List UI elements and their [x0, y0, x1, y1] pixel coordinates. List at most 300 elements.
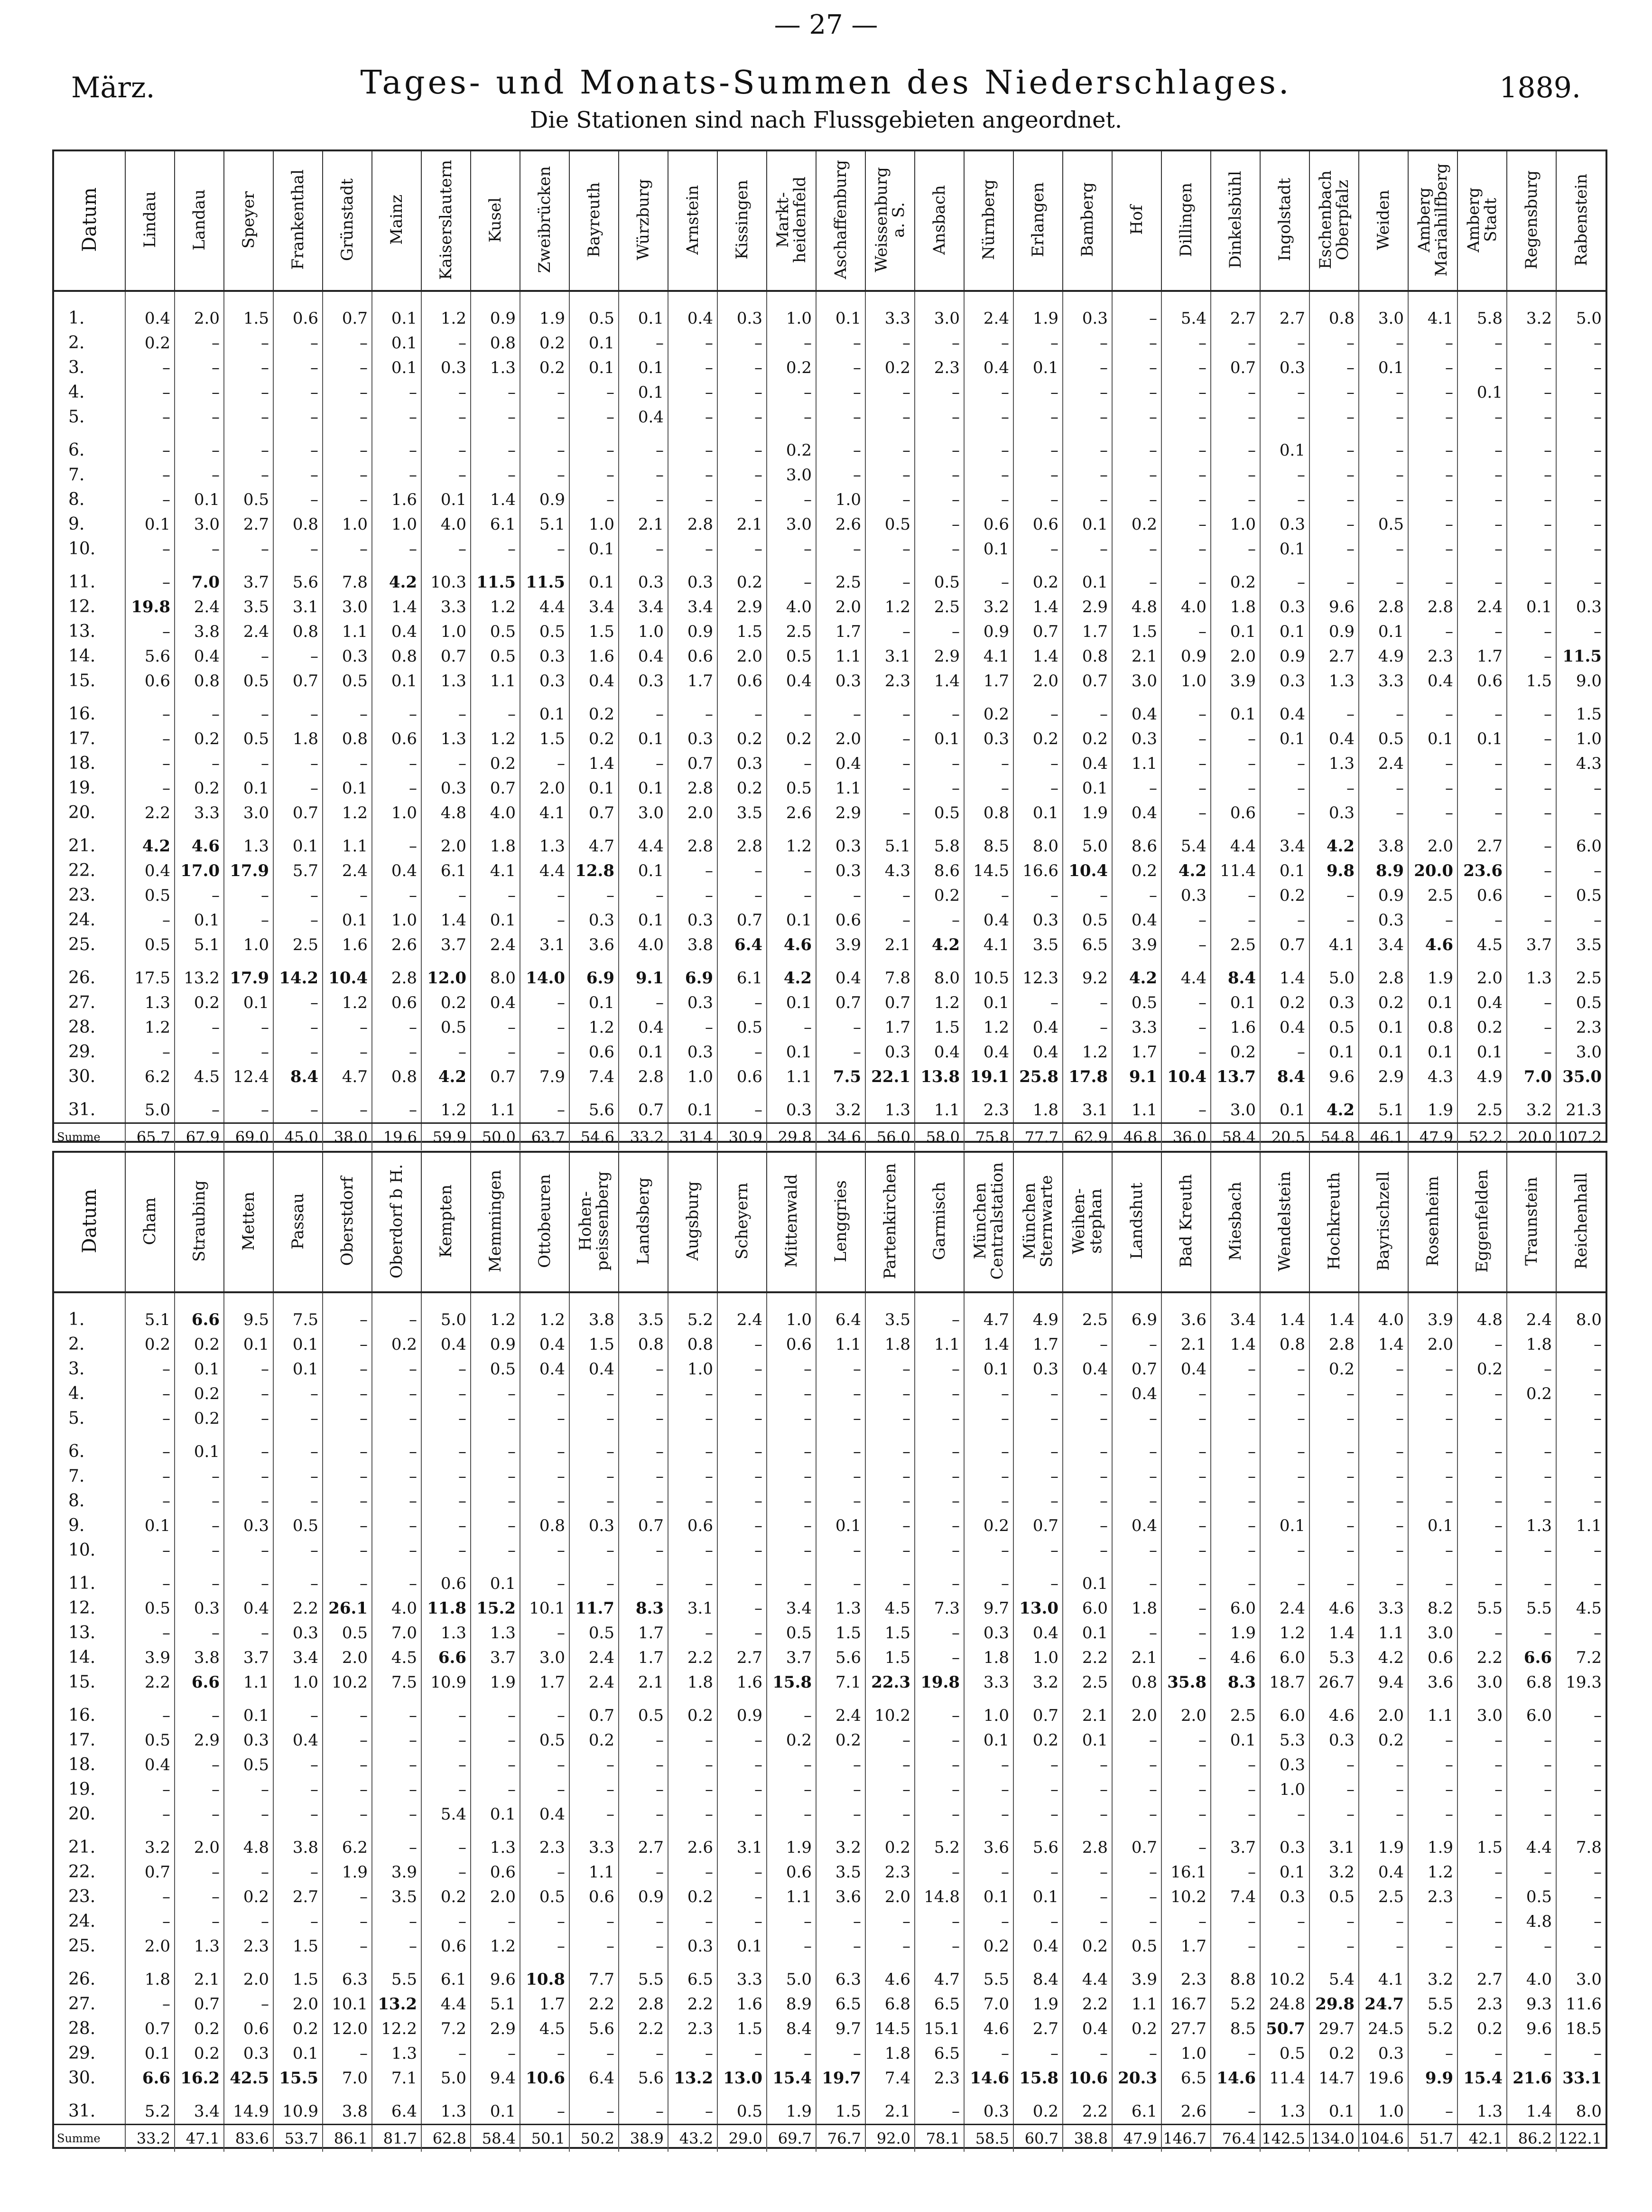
precip-value: –	[767, 570, 816, 595]
precip-value: 3.6	[1408, 1670, 1457, 1695]
precip-value: –	[1594, 1731, 1602, 1750]
precip-value: –	[471, 463, 520, 487]
precip-value: 0.7	[323, 306, 372, 331]
precip-value: 3.9	[1112, 933, 1161, 957]
precip-value: 9.6	[1507, 2016, 1556, 2041]
precip-value: 0.6	[372, 990, 421, 1015]
precip-value: –	[520, 883, 569, 908]
precip-value: 4.1	[1408, 306, 1457, 331]
precip-value: 2.5	[273, 933, 323, 957]
precip-value: –	[717, 537, 767, 561]
precip-value: 0.1	[717, 1934, 767, 1959]
precip-value: –	[1457, 1934, 1507, 1959]
precip-value: 1.8	[668, 1670, 717, 1695]
precip-value: 13.7	[1211, 1064, 1260, 1089]
precip-value: 3.2	[1408, 1967, 1457, 1992]
precip-value: 2.7	[1211, 306, 1260, 331]
precip-value: 1.0	[1211, 512, 1260, 537]
precip-value: 2.8	[1359, 966, 1408, 990]
precip-value: 1.4	[421, 908, 471, 933]
precip-value: –	[273, 1538, 323, 1563]
precip-value: 0.2	[125, 331, 175, 355]
precip-value: 2.3	[915, 2066, 964, 2091]
precip-value: 0.1	[619, 306, 668, 331]
precip-value: 1.0	[1161, 2041, 1211, 2066]
day-label: 10.	[54, 537, 125, 561]
precip-value: 3.7	[421, 933, 471, 957]
precip-value: –	[323, 883, 372, 908]
precip-value: 0.3	[964, 2099, 1013, 2125]
precip-value: 0.2	[175, 776, 224, 801]
monthly-sum: 20.5	[1260, 1123, 1309, 1151]
precip-value: –	[1161, 727, 1211, 751]
precip-value: 0.3	[569, 908, 619, 933]
precip-value: –	[1112, 570, 1161, 595]
precip-value: 9.6	[1309, 595, 1359, 619]
precip-value: 2.5	[1457, 1098, 1507, 1123]
precip-value: –	[865, 1513, 915, 1538]
precip-value: 5.1	[175, 933, 224, 957]
monthly-sum: 50.2	[569, 2125, 619, 2152]
precip-value: 1.0	[224, 933, 273, 957]
station-name: Partenkirchen	[881, 1163, 900, 1279]
precip-value: 3.9	[1408, 1307, 1457, 1332]
precip-value: –	[1507, 834, 1556, 859]
precip-value: –	[816, 537, 865, 561]
precip-value: 0.7	[471, 1064, 520, 1089]
precip-value: 2.0	[273, 1992, 323, 2016]
precip-value: 3.8	[323, 2099, 372, 2125]
precip-value: –	[1211, 1753, 1260, 1777]
precip-value: 3.5	[1576, 935, 1602, 954]
precip-value: 3.8	[569, 1307, 619, 1332]
precip-value: –	[1063, 438, 1112, 463]
precip-value: 0.6	[668, 644, 717, 669]
precip-value: –	[1359, 438, 1408, 463]
precip-value: 1.9	[1211, 1621, 1260, 1645]
precip-value: 1.7	[1063, 619, 1112, 644]
precip-value: –	[421, 1703, 471, 1728]
precip-value: –	[717, 702, 767, 727]
precip-value: –	[372, 1040, 421, 1064]
precip-value: 13.2	[175, 966, 224, 990]
precip-value: –	[175, 751, 224, 776]
precip-value: 3.0	[767, 512, 816, 537]
precip-value: –	[717, 1332, 767, 1357]
precip-value: 5.6	[1013, 1835, 1063, 1860]
precip-value: 1.7	[520, 1992, 569, 2016]
precip-value: 6.4	[372, 2099, 421, 2125]
precip-value: –	[224, 1357, 273, 1381]
monthly-sum: 59.9	[421, 1123, 471, 1151]
precip-value: 13.0	[1013, 1596, 1063, 1621]
precip-value: 0.3	[1260, 512, 1309, 537]
precip-value: 0.4	[1112, 908, 1161, 933]
precip-value: –	[1063, 1538, 1112, 1563]
precip-value: –	[619, 1753, 668, 1777]
precip-value: –	[1112, 1802, 1161, 1827]
precip-value: 0.1	[1408, 727, 1457, 751]
precip-value: –	[619, 2099, 668, 2125]
precip-value: –	[1457, 908, 1507, 933]
precip-value: 0.3	[520, 644, 569, 669]
precip-value: 1.5	[569, 619, 619, 644]
precip-value: 2.4	[964, 306, 1013, 331]
day-row	[54, 1621, 1606, 1645]
precip-value: 0.2	[1260, 883, 1309, 908]
precip-value: –	[421, 1464, 471, 1489]
precip-value: –	[1063, 702, 1112, 727]
monthly-sum: 146.7	[1161, 2125, 1211, 2152]
precip-value: –	[1457, 776, 1507, 801]
precip-value: 0.1	[1359, 1015, 1408, 1040]
precip-value: 0.1	[1211, 619, 1260, 644]
precip-value: –	[964, 1381, 1013, 1406]
precip-value: 1.1	[1359, 1621, 1408, 1645]
precip-value: 3.1	[717, 1835, 767, 1860]
precip-value: 0.6	[224, 2016, 273, 2041]
precip-value: 1.1	[816, 776, 865, 801]
precip-value: –	[125, 1381, 175, 1406]
precip-value: –	[767, 1934, 816, 1959]
precip-value: –	[125, 570, 175, 595]
precip-value: 4.6	[1309, 1596, 1359, 1621]
precip-value: –	[323, 1802, 372, 1827]
precip-value: –	[1457, 570, 1507, 595]
station-name: Zweibrücken	[535, 166, 554, 273]
precip-value: –	[1161, 1015, 1211, 1040]
precip-value: –	[323, 1703, 372, 1728]
precip-value: 3.6	[816, 1885, 865, 1909]
precip-value: –	[865, 463, 915, 487]
day-row	[54, 834, 1606, 859]
precip-value: 1.2	[471, 595, 520, 619]
station-name: Dillingen	[1177, 182, 1196, 257]
precip-value: –	[323, 1381, 372, 1406]
day-label: 1.	[54, 306, 125, 331]
day-row	[54, 644, 1606, 669]
monthly-sum: 45.0	[273, 1123, 323, 1151]
precip-value: –	[421, 702, 471, 727]
precip-value: 0.5	[767, 776, 816, 801]
precip-value: –	[717, 1439, 767, 1464]
precip-value: 0.3	[323, 644, 372, 669]
precip-value: 0.2	[175, 2041, 224, 2066]
precip-value: 0.5	[717, 1015, 767, 1040]
day-row	[54, 702, 1606, 727]
precip-value: –	[175, 1571, 224, 1596]
station-header	[569, 151, 619, 291]
precip-value: 6.2	[323, 1835, 372, 1860]
precip-value: 1.0	[1161, 669, 1211, 693]
precip-value: –	[1507, 331, 1556, 355]
precip-value: –	[1161, 355, 1211, 380]
precip-value: 4.2	[1309, 834, 1359, 859]
precip-value: –	[125, 355, 175, 380]
precip-value: –	[1594, 408, 1602, 427]
precip-value: 15.1	[915, 2016, 964, 2041]
precip-value: 5.0	[421, 1307, 471, 1332]
precip-value: 0.7	[471, 776, 520, 801]
precip-value: –	[421, 1753, 471, 1777]
precip-value: –	[915, 1753, 964, 1777]
station-header	[964, 1153, 1013, 1292]
precip-value: 2.0	[175, 306, 224, 331]
precip-value: 6.6	[175, 1670, 224, 1695]
precip-value: –	[1408, 405, 1457, 429]
precip-value: 4.9	[1457, 1064, 1507, 1089]
precip-value: 19.8	[915, 1670, 964, 1695]
precip-value: –	[224, 1909, 273, 1934]
station-name: München Centralstation	[971, 1162, 1007, 1280]
monthly-sum: 38.9	[619, 2125, 668, 2152]
precip-value: 4.4	[1211, 834, 1260, 859]
precip-value: 10.2	[1161, 1885, 1211, 1909]
precip-value: –	[619, 1571, 668, 1596]
precip-value: 3.3	[1359, 1596, 1408, 1621]
day-label: 3.	[54, 355, 125, 380]
precip-value: 2.9	[915, 644, 964, 669]
precip-value: 2.9	[816, 801, 865, 825]
precip-value: –	[1594, 622, 1602, 641]
precip-value: 1.4	[964, 1332, 1013, 1357]
precip-value: –	[717, 1777, 767, 1802]
precip-value: –	[323, 1489, 372, 1513]
precip-value: 8.0	[1576, 1310, 1602, 1329]
precip-value: 2.3	[1408, 644, 1457, 669]
precip-value: –	[1507, 1406, 1556, 1431]
precip-value: 1.9	[1359, 1835, 1408, 1860]
precip-value: 6.5	[915, 1992, 964, 2016]
precip-value: 0.7	[175, 1992, 224, 2016]
precip-value: –	[323, 1885, 372, 1909]
precip-value: 4.2	[915, 933, 964, 957]
day-label: 31.	[54, 1098, 125, 1123]
precip-value: 0.4	[1013, 1040, 1063, 1064]
day-row	[54, 463, 1606, 487]
precip-value: –	[520, 1703, 569, 1728]
precip-value: 24.5	[1359, 2016, 1408, 2041]
precip-value: 3.3	[1359, 669, 1408, 693]
precip-value: 3.6	[964, 1835, 1013, 1860]
precip-value: –	[273, 1381, 323, 1406]
precip-value: 0.5	[471, 644, 520, 669]
precip-value: 0.8	[668, 1332, 717, 1357]
precip-value: –	[1408, 702, 1457, 727]
precip-value: –	[1161, 380, 1211, 405]
precip-value: –	[1112, 380, 1161, 405]
day-label: 5.	[54, 1406, 125, 1431]
precip-value: 2.2	[1063, 1645, 1112, 1670]
precip-value: 2.8	[619, 1064, 668, 1089]
station-header	[865, 151, 915, 291]
precip-value: –	[1211, 1909, 1260, 1934]
precip-value: 0.4	[421, 1332, 471, 1357]
precip-value: 9.6	[1309, 1064, 1359, 1089]
precip-value: 2.5	[816, 570, 865, 595]
precip-value: –	[1211, 727, 1260, 751]
station-header	[1211, 1153, 1260, 1292]
precip-value: 3.4	[1260, 834, 1309, 859]
precip-value: 1.2	[471, 1307, 520, 1332]
precip-value: –	[520, 463, 569, 487]
precip-value: –	[915, 1728, 964, 1753]
precip-value: 3.5	[816, 1860, 865, 1885]
precip-value: –	[372, 883, 421, 908]
precip-value: –	[915, 1860, 964, 1885]
precip-value: 6.6	[125, 2066, 175, 2091]
precip-value: 3.8	[1359, 834, 1408, 859]
precip-value: 0.4	[1063, 751, 1112, 776]
precip-value: 6.9	[668, 966, 717, 990]
block2-table	[54, 1153, 1606, 2152]
precip-value: 1.5	[569, 1332, 619, 1357]
precip-value: –	[1309, 1538, 1359, 1563]
precip-value: 1.0	[323, 512, 372, 537]
precip-value: –	[1309, 702, 1359, 727]
precip-value: –	[323, 355, 372, 380]
precip-value: –	[1063, 1777, 1112, 1802]
precip-value: –	[1594, 573, 1602, 592]
precip-value: –	[569, 487, 619, 512]
precip-value: –	[767, 537, 816, 561]
precip-value: 7.0	[1507, 1064, 1556, 1089]
precip-value: –	[1161, 1098, 1211, 1123]
precip-value: 1.9	[1408, 966, 1457, 990]
precip-value: 1.5	[915, 1015, 964, 1040]
station-header	[1556, 1153, 1606, 1292]
precip-value: –	[668, 1621, 717, 1645]
precip-value: 2.2	[619, 2016, 668, 2041]
precip-value: –	[1211, 883, 1260, 908]
precip-value: 2.3	[915, 355, 964, 380]
precip-value: 0.4	[224, 1596, 273, 1621]
precip-value: 0.8	[520, 1513, 569, 1538]
station-name: Amberg Stadt	[1464, 187, 1500, 252]
precip-value: –	[372, 1015, 421, 1040]
day-label: 19.	[54, 1777, 125, 1802]
precip-value: –	[767, 1538, 816, 1563]
station-name: Eschenbach Oberpfalz	[1316, 170, 1352, 270]
precip-value: –	[816, 1538, 865, 1563]
precip-value: 24.8	[1260, 1992, 1309, 2016]
precip-value: –	[1408, 355, 1457, 380]
precip-value: –	[1112, 306, 1161, 331]
precip-value: –	[1211, 1381, 1260, 1406]
precip-value: 0.3	[767, 1098, 816, 1123]
precip-value: –	[1594, 358, 1602, 377]
precip-value: 7.8	[865, 966, 915, 990]
station-name: Aschaffenburg	[831, 160, 850, 280]
precip-value: 5.1	[1359, 1098, 1408, 1123]
precip-value: 2.5	[1576, 969, 1602, 988]
precip-value: 0.5	[1063, 908, 1112, 933]
precip-value: –	[1260, 1909, 1309, 1934]
precip-value: 0.1	[471, 1802, 520, 1827]
precip-value: –	[421, 1909, 471, 1934]
precip-value: 0.2	[668, 1703, 717, 1728]
monthly-sum: 60.7	[1013, 2125, 1063, 2152]
precip-value: –	[1408, 487, 1457, 512]
precip-value: –	[520, 2099, 569, 2125]
precip-value: 2.0	[1359, 1703, 1408, 1728]
precip-value: 0.4	[1013, 1934, 1063, 1959]
precip-value: –	[767, 1571, 816, 1596]
station-header	[1260, 1153, 1309, 1292]
precip-value: 2.4	[323, 859, 372, 883]
precip-value: –	[915, 405, 964, 429]
precip-value: 0.1	[175, 908, 224, 933]
precip-value: 0.1	[1260, 438, 1309, 463]
precip-value: –	[421, 1439, 471, 1464]
precip-value: –	[520, 1571, 569, 1596]
precip-value: 1.1	[1576, 1516, 1602, 1535]
station-header	[323, 1153, 372, 1292]
precip-value: –	[1309, 1513, 1359, 1538]
precip-value: –	[915, 1703, 964, 1728]
precip-value: –	[1112, 1332, 1161, 1357]
precip-value: 9.9	[1408, 2066, 1457, 2091]
precip-value: 0.3	[1576, 597, 1602, 616]
precip-value: 0.3	[816, 834, 865, 859]
precip-value: –	[323, 1015, 372, 1040]
precip-value: –	[1594, 779, 1602, 798]
precip-value: –	[175, 1621, 224, 1645]
precip-value: 14.6	[1211, 2066, 1260, 2091]
precip-value: 7.5	[816, 1064, 865, 1089]
precip-value: –	[1359, 1489, 1408, 1513]
station-header	[1161, 1153, 1211, 1292]
precip-value: 0.6	[717, 1064, 767, 1089]
precip-value: –	[273, 355, 323, 380]
precip-value: –	[1211, 2041, 1260, 2066]
precip-value: 14.7	[1309, 2066, 1359, 2091]
station-name: Augsburg	[683, 1181, 702, 1261]
precip-value: –	[964, 1860, 1013, 1885]
precip-value: –	[767, 751, 816, 776]
precip-value: 3.0	[1576, 1970, 1602, 1989]
precip-value: 5.0	[767, 1967, 816, 1992]
precip-value: 1.5	[273, 1967, 323, 1992]
sum-row	[54, 1123, 1606, 1151]
precip-value: 6.1	[471, 512, 520, 537]
precip-value: –	[1408, 619, 1457, 644]
precip-value: –	[1594, 334, 1602, 353]
precip-value: –	[1211, 1489, 1260, 1513]
precip-value: –	[964, 1802, 1013, 1827]
precip-value: –	[125, 438, 175, 463]
precip-value: –	[668, 1439, 717, 1464]
precip-value: 6.5	[1063, 933, 1112, 957]
precip-value: –	[668, 1802, 717, 1827]
station-name: Memmingen	[486, 1170, 505, 1272]
monthly-sum: 43.2	[668, 2125, 717, 2152]
precip-value: 4.1	[964, 933, 1013, 957]
precip-value: –	[175, 1098, 224, 1123]
precip-value: –	[471, 1464, 520, 1489]
precip-value: 1.5	[865, 1621, 915, 1645]
precip-value: –	[273, 1909, 323, 1934]
precip-value: –	[1013, 380, 1063, 405]
precip-value: 0.2	[717, 727, 767, 751]
precip-value: 2.0	[1161, 1703, 1211, 1728]
precip-value: 10.1	[520, 1596, 569, 1621]
precip-value: 0.5	[125, 1596, 175, 1621]
precip-value: –	[1408, 438, 1457, 463]
station-header	[915, 151, 964, 291]
precip-value: 0.2	[1013, 727, 1063, 751]
precip-value: –	[1211, 1513, 1260, 1538]
